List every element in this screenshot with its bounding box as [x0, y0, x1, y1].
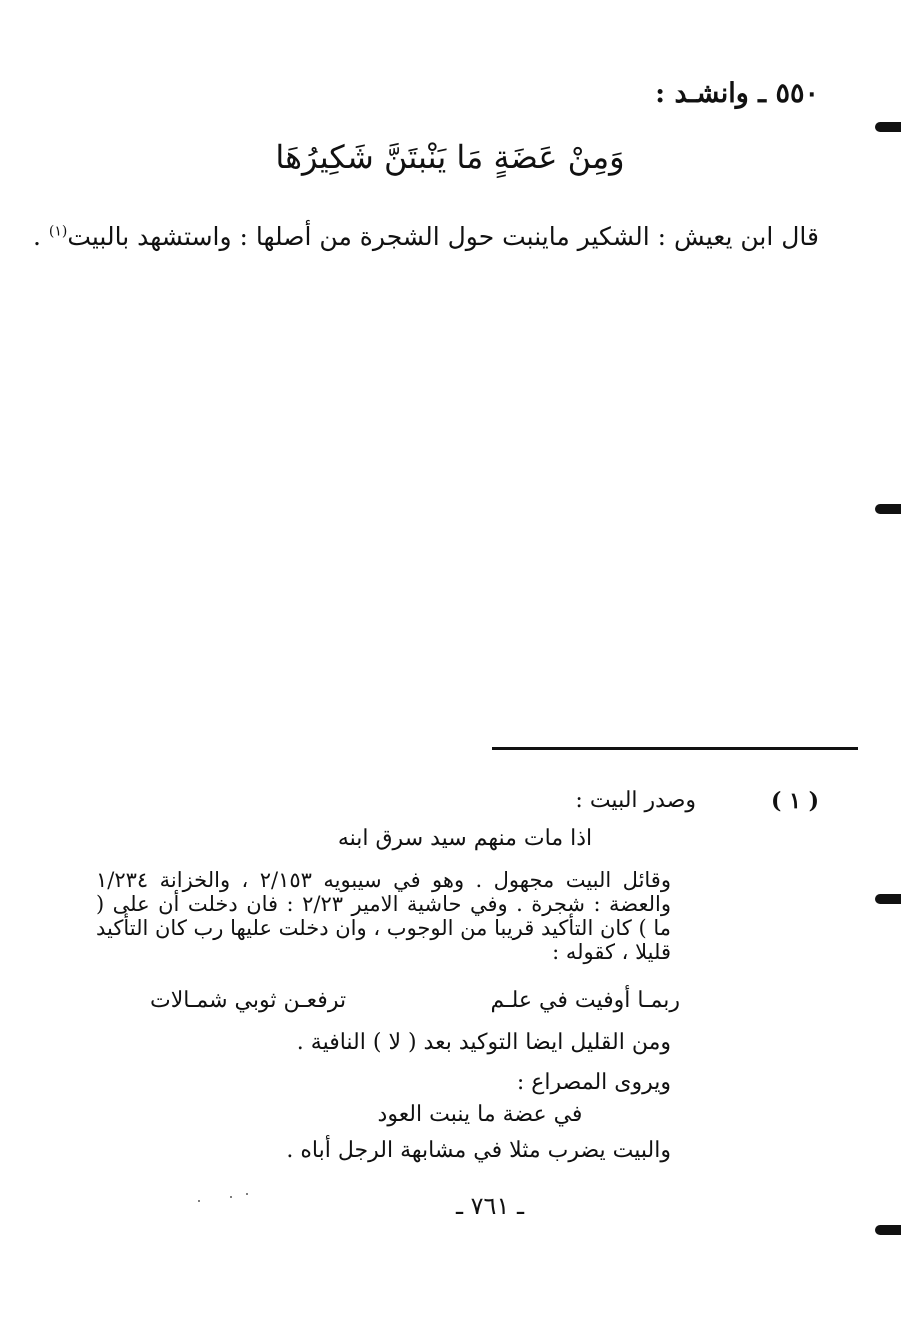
- footnote-riwaya-label: ويروى المصراع :: [516, 1070, 671, 1095]
- footnote-paragraph: وقائل البيت مجهول . وهو في سيبويه ٢/١٥٣ ، والخزانة ١/٢٣٤ والعضة : شجرة . وفي حاشية الامير ٢/٢٣ : فان دخلت أن على ( ما ) كان التأكيد قريبا من الوجوب ، وان دخلت عليها رب كان التأكيد قليلا ، كقوله :: [96, 868, 671, 964]
- paper-speck: [230, 1196, 232, 1198]
- edge-tab-mark: [875, 1225, 901, 1235]
- footnote-separator: [492, 747, 858, 750]
- footnote-example-verse: [150, 988, 680, 1013]
- entry-commentary: [33, 222, 819, 251]
- footnote-first-hemistich: اذا مات منهم سيد سرق ابنه: [337, 826, 593, 851]
- example-right-hemistich: ربمـا أوفيت في علـم: [490, 988, 680, 1013]
- paper-speck: [246, 1193, 248, 1195]
- footnote-proverb-note: والبيت يضرب مثلا في مشابهة الرجل أباه .: [286, 1138, 671, 1163]
- footnote-alternate-hemistich: في عضة ما ينبت العود: [377, 1102, 583, 1127]
- page-number: ـ ٧٦١ ـ: [455, 1192, 524, 1220]
- edge-tab-mark: [875, 894, 901, 904]
- edge-tab-mark: [875, 504, 901, 514]
- entry-heading: ٥٥٠ ـ وانشـد :: [655, 78, 819, 109]
- edge-tab-mark: [875, 122, 901, 132]
- footnote-reference: (١): [48, 223, 68, 240]
- footnote-negation-note: ومن القليل ايضا التوكيد بعد ( لا ) النافية .: [296, 1030, 671, 1055]
- footnote-marker: ( ١ ): [771, 788, 819, 814]
- footnote-label: وصدر البيت :: [575, 788, 696, 813]
- commentary-text: قال ابن يعيش : الشكير ماينبت حول الشجرة من أصلها : واستشهد بالبيت: [67, 222, 819, 251]
- cited-verse: وَمِنْ عَضَةٍ مَا يَنْبتَنَّ شَكِيرُهَا: [275, 138, 625, 176]
- paper-speck: [198, 1200, 200, 1202]
- commentary-end: .: [32, 222, 49, 251]
- example-left-hemistich: ترفعـن ثوبي شمـالات: [150, 988, 347, 1013]
